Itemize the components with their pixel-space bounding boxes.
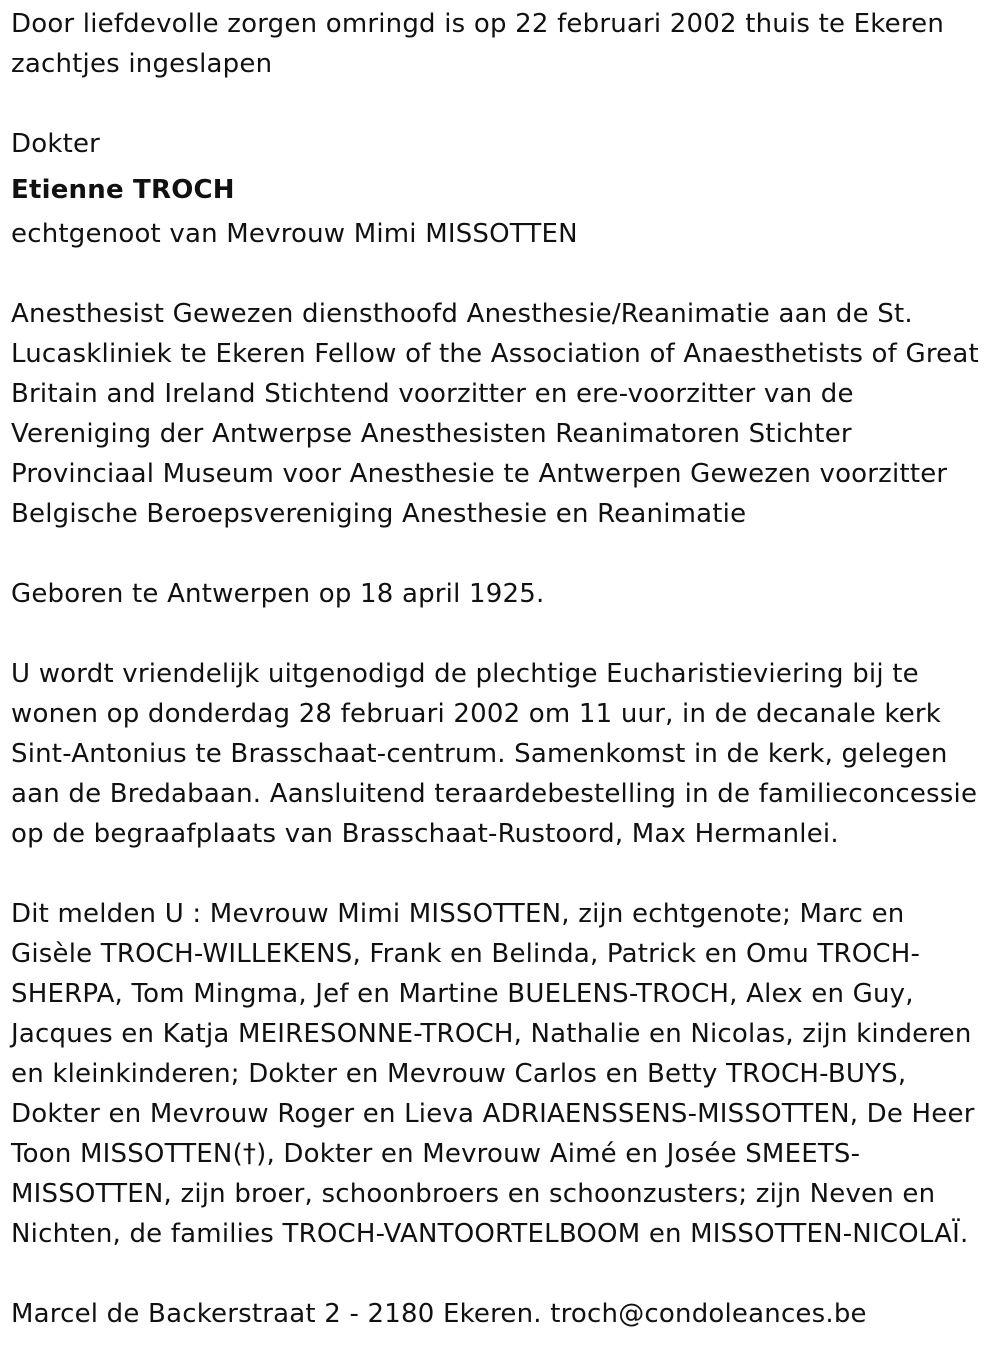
spacer xyxy=(11,254,1000,294)
announcers-text: Dit melden U : Mevrouw Mimi MISSOTTEN, zijn echtgenote; Marc en Gisèle TROCH-WILLEKENS, Frank en Belinda, Patrick en Omu TROCH- SHERPA, Tom Mingma, Jef en Martine BUELENS-TROCH, Alex en Guy, Jacques en Katja MEIRESONNE-TROCH, Nathalie en Nicolas, zijn kinderen en kleinkinderen; Dokter en Mevrouw Carlos en Betty TROCH-BUYS, Dokter en Mevrouw Roger en Lieva ADRIAENSSENS-MISSOTTEN, De Heer Toon MISSOTTEN(†), Dokter en Mevrouw Aimé en Josée SMEETS- MISSOTTEN, zijn broer, schoonbroers en schoonzusters; zijn Neven en Nichten, de families TROCH-VANTOORTELBOOM en MISSOTTEN-NICOLAÏ. xyxy=(11,899,975,1249)
spacer xyxy=(11,614,1000,654)
contact-text: Marcel de Backerstraat 2 - 2180 Ekeren. troch@condoleances.be xyxy=(11,1299,867,1329)
spacer xyxy=(11,1254,1000,1294)
intro-text: Door liefdevolle zorgen omringd is op 22 februari 2002 thuis te Ekeren zachtjes ingeslapen xyxy=(11,9,945,79)
born-text: Geboren te Antwerpen op 18 april 1925. xyxy=(11,579,545,609)
invitation-text: U wordt vriendelijk uitgenodigd de plechtige Eucharistieviering bij te wonen op donderdag 28 februari 2002 om 11 uur, in de decanale kerk Sint-Antonius te Brasschaat-centrum. Samenkomst in de kerk, gelegen aan de Bredabaan. Aansluitend teraardebestelling in de familieconcessie op de begraafplaats van Brasschaat-Rustoord, Max Hermanlei. xyxy=(11,659,978,849)
career-text: Anesthesist Gewezen diensthoofd Anesthesie/Reanimatie aan de St. Lucaskliniek te Ekeren Fellow of the Association of Anaesthetists of Great Britain and Ireland Stichtend voorzitter en ere-voorzitter van de Vereniging der Antwerpse Anesthesisten Reanimatoren Stichter Provinciaal Museum voor Anesthesie te Antwerpen Gewezen voorzitter Belgische Beroepsvereniging Anesthesie en Reanimatie xyxy=(11,299,979,529)
deceased-name: Etienne TROCH xyxy=(11,175,235,205)
spacer xyxy=(11,84,1000,124)
spacer xyxy=(11,534,1000,574)
spouse-text: echtgenoot van Mevrouw Mimi MISSOTTEN xyxy=(11,219,578,249)
spacer xyxy=(11,854,1000,894)
title-prefix: Dokter xyxy=(11,129,101,159)
